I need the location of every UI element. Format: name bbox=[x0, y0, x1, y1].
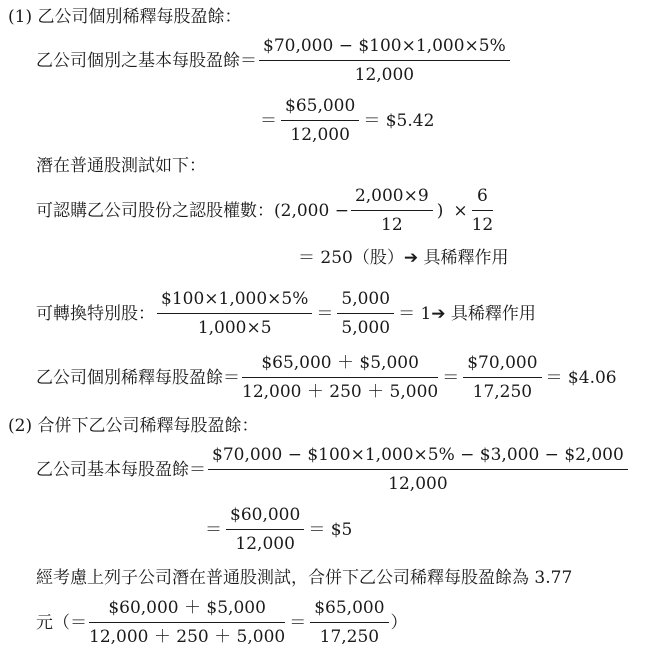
equals-sign: ＝ bbox=[289, 612, 307, 633]
fraction-denominator: 12,000 bbox=[354, 65, 415, 85]
equals-sign: ＝ bbox=[260, 110, 277, 131]
fraction-numerator: $70,000 bbox=[463, 355, 541, 378]
part1-diluted-eps bbox=[36, 355, 619, 401]
diluted-eps-fraction bbox=[242, 355, 438, 401]
fraction-denominator: 12,000 bbox=[388, 474, 448, 494]
warrant-fraction-2 bbox=[472, 188, 494, 234]
fraction-numerator: 2,000×9 bbox=[351, 188, 433, 211]
diluted-eps-fraction-2 bbox=[463, 355, 541, 401]
fraction-denominator: 1,000×5 bbox=[197, 318, 272, 338]
fraction-denominator: 12,000 ＋ 250 ＋ 5,000 bbox=[242, 382, 439, 402]
preferred-calculation bbox=[36, 291, 538, 337]
part1-basic-eps-step2 bbox=[258, 98, 436, 144]
fraction-denominator: 12 bbox=[381, 215, 403, 235]
fraction-denominator: 12,000 bbox=[290, 125, 350, 145]
preferred-fraction bbox=[157, 291, 312, 337]
fraction-numerator: $100×1,000×5% bbox=[157, 291, 312, 314]
fraction-numerator: $65,000 bbox=[310, 600, 388, 623]
warrant-fraction bbox=[351, 188, 433, 234]
fraction-denominator: 17,250 bbox=[472, 382, 533, 402]
part1-heading: (1) 乙公司個別稀釋每股盈餘： bbox=[8, 7, 242, 27]
fraction-denominator: 12,000 bbox=[235, 534, 295, 554]
part2-heading: (2) 合併下乙公司稀釋每股盈餘： bbox=[8, 416, 259, 436]
basic-eps-result: ＝ $5 bbox=[308, 519, 353, 540]
fraction-numerator: 6 bbox=[472, 188, 494, 211]
preferred-label: 可轉換特別股： bbox=[36, 303, 155, 324]
basic-eps-result: ＝ $5.42 bbox=[363, 110, 435, 131]
diluted-eps-result: ＝ $4.06 bbox=[545, 367, 617, 388]
equals-sign: ＝ bbox=[205, 519, 222, 540]
fraction-numerator: $65,000 ＋ $5,000 bbox=[242, 355, 438, 378]
fraction-numerator: $70,000 − $100×1,000×5% − $3,000 − $2,000 bbox=[208, 447, 628, 470]
basic-eps-fraction-2 bbox=[226, 507, 304, 553]
final-label: 元（＝ bbox=[36, 612, 87, 633]
basic-eps-label: 乙公司基本每股盈餘＝ bbox=[36, 459, 206, 480]
basic-eps-fraction bbox=[259, 38, 510, 84]
fraction-numerator: $60,000 bbox=[226, 507, 304, 530]
conclusion-text: 經考慮上列子公司潛在普通股測試，合併下乙公司稀釋每股盈餘為 3.77 bbox=[36, 568, 573, 588]
part1-basic-eps bbox=[36, 38, 512, 84]
final-calculation bbox=[36, 600, 408, 646]
final-fraction bbox=[89, 600, 285, 646]
equals-sign: ＝ bbox=[442, 367, 460, 388]
fraction-denominator: 12,000 ＋ 250 ＋ 5,000 bbox=[89, 627, 286, 647]
fraction-denominator: 17,250 bbox=[319, 627, 380, 647]
fraction-numerator: $65,000 bbox=[281, 98, 359, 121]
preferred-result: ＝ 1➔ 具稀釋作用 bbox=[398, 303, 536, 324]
fraction-denominator: 12 bbox=[471, 215, 494, 235]
fraction-numerator: 5,000 bbox=[337, 291, 394, 314]
part2-basic-eps-step2 bbox=[203, 507, 354, 553]
close-paren: ) bbox=[436, 200, 444, 221]
test-intro: 潛在普通股測試如下： bbox=[36, 156, 206, 176]
basic-eps-fraction bbox=[208, 447, 628, 493]
warrant-calculation bbox=[36, 188, 495, 234]
final-fraction-2 bbox=[310, 600, 388, 646]
fraction-numerator: $70,000 − $100×1,000×5% bbox=[259, 38, 510, 61]
warrant-label: 可認購乙公司股份之認股權數：(2,000 − bbox=[36, 200, 349, 221]
equals-sign: ＝ bbox=[316, 303, 334, 324]
fraction-denominator: 5,000 bbox=[341, 318, 391, 338]
preferred-fraction-2 bbox=[337, 291, 394, 337]
part2-basic-eps bbox=[36, 447, 630, 493]
warrant-result: ＝ 250（股）➔ 具稀釋作用 bbox=[298, 248, 509, 268]
close-paren: ） bbox=[390, 612, 408, 633]
basic-eps-fraction-2 bbox=[281, 98, 359, 144]
fraction-numerator: $60,000 ＋ $5,000 bbox=[89, 600, 285, 623]
basic-eps-label: 乙公司個別之基本每股盈餘＝ bbox=[36, 50, 257, 71]
diluted-eps-label: 乙公司個別稀釋每股盈餘＝ bbox=[36, 367, 240, 388]
times-sign: × bbox=[453, 200, 468, 221]
